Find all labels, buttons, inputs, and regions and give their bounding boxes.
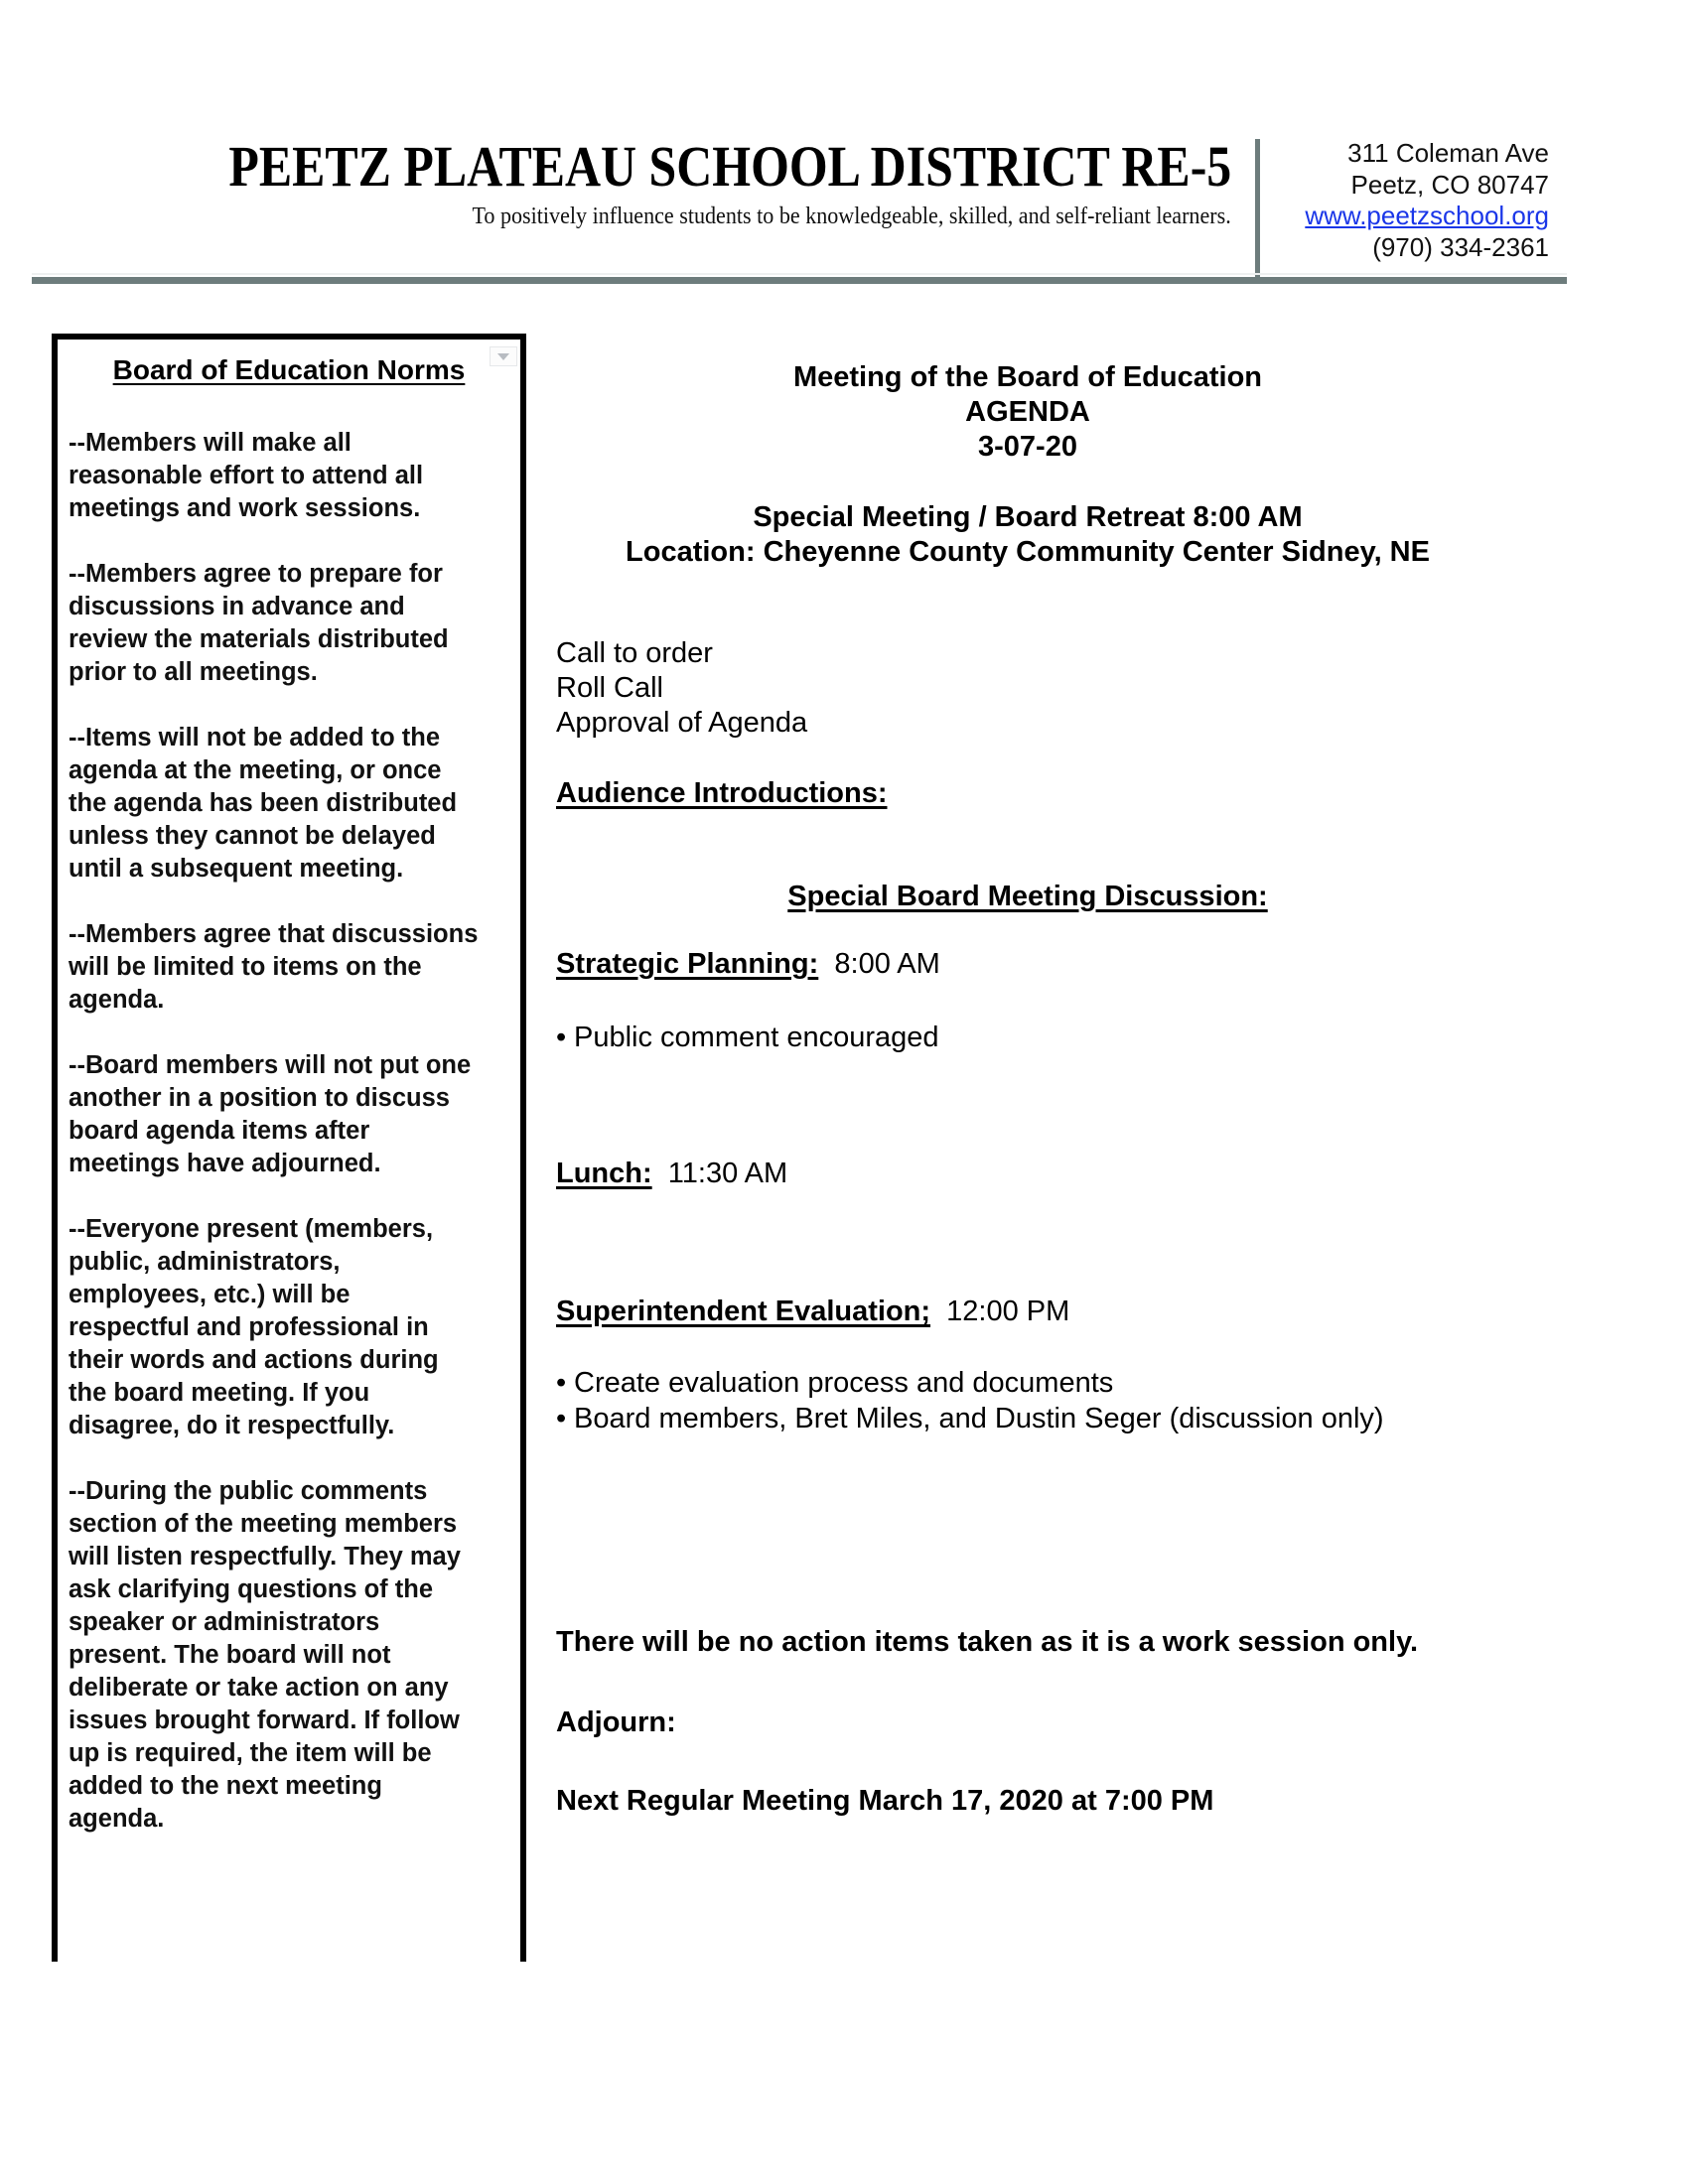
- lunch-time: 11:30 AM: [667, 1158, 788, 1189]
- norm-line: board agenda items after: [69, 1117, 370, 1145]
- norm-line: until a subsequent meeting.: [69, 855, 404, 883]
- agenda-title: AGENDA: [965, 396, 1090, 428]
- norm-item: [69, 722, 525, 886]
- norm-line: added to the next meeting: [69, 1772, 382, 1800]
- superintendent-evaluation-time: 12:00 PM: [946, 1296, 1070, 1327]
- norm-line: will listen respectfully. They may: [69, 1543, 461, 1570]
- norms-title: Board of Education Norms: [112, 354, 466, 385]
- website-link[interactable]: www.peetzschool.org: [1305, 201, 1549, 230]
- norm-line: the agenda has been distributed: [69, 789, 458, 817]
- district-tagline: To positively influence students to be knowledgeable, skilled, and self-reliant learners.: [472, 204, 1231, 229]
- norm-line: prior to all meetings.: [69, 658, 318, 686]
- no-action-note: There will be no action items taken as it is a work session only.: [556, 1626, 1419, 1658]
- header-rule-highlight: [32, 273, 1567, 275]
- norm-line: their words and actions during: [69, 1346, 439, 1374]
- norm-line: disagree, do it respectfully.: [69, 1412, 395, 1439]
- norm-line: meetings and work sessions.: [69, 494, 421, 522]
- norm-line: present. The board will not: [69, 1641, 391, 1669]
- contact-block: [1305, 138, 1549, 263]
- norm-line: ask clarifying questions of the: [69, 1575, 433, 1603]
- discussion-heading: Special Board Meeting Discussion:: [787, 881, 1268, 912]
- agenda-date: 3-07-20: [978, 431, 1077, 463]
- norm-item: [69, 1049, 525, 1180]
- norm-line: employees, etc.) will be: [69, 1281, 351, 1308]
- bullet-icon: •: [556, 1022, 567, 1053]
- norm-line: the board meeting. If you: [69, 1379, 370, 1407]
- norm-line: --During the public comments: [69, 1477, 428, 1505]
- bullet-icon: •: [556, 1367, 567, 1399]
- norm-line: public, administrators,: [69, 1248, 341, 1276]
- norm-line: reasonable effort to attend all: [69, 462, 424, 489]
- agenda-item-call-to-order: Call to order: [556, 637, 713, 669]
- bullet-item: [556, 1366, 1113, 1401]
- norm-line: issues brought forward. If follow: [69, 1706, 460, 1734]
- norm-line: respectful and professional in: [69, 1313, 429, 1341]
- bullet-icon: •: [556, 1403, 567, 1434]
- bullet-text: Public comment encouraged: [574, 1022, 939, 1053]
- next-meeting: Next Regular Meeting March 17, 2020 at 7:00 PM: [556, 1785, 1214, 1817]
- norm-line: --Items will not be added to the: [69, 724, 441, 751]
- norm-line: will be limited to items on the: [69, 953, 422, 981]
- norm-line: agenda at the meeting, or once: [69, 756, 442, 784]
- bullet-item: [556, 1402, 1384, 1436]
- norm-item: [69, 558, 525, 689]
- norm-line: review the materials distributed: [69, 625, 449, 653]
- norm-item: [69, 1475, 525, 1836]
- norm-line: --Members agree to prepare for: [69, 560, 443, 588]
- norms-list: [69, 427, 525, 1868]
- norm-item: [69, 1213, 525, 1442]
- audience-introductions-heading: Audience Introductions:: [556, 777, 888, 809]
- norm-line: unless they cannot be delayed: [69, 822, 436, 850]
- meeting-location: Location: Cheyenne County Community Center Sidney, NE: [626, 536, 1430, 568]
- strategic-planning-label: Strategic Planning:: [556, 948, 819, 980]
- norm-item: [69, 427, 525, 525]
- norm-item: [69, 918, 525, 1017]
- meeting-type: Special Meeting / Board Retreat 8:00 AM: [753, 501, 1303, 533]
- norm-line: agenda.: [69, 1805, 165, 1833]
- agenda-item-roll-call: Roll Call: [556, 672, 663, 704]
- norm-line: agenda.: [69, 986, 165, 1014]
- lunch-item: [556, 1157, 787, 1191]
- header-horizontal-rule: [32, 277, 1567, 284]
- district-name: PEETZ PLATEAU SCHOOL DISTRICT RE-5: [228, 134, 1231, 199]
- address-street: 311 Coleman Ave: [1347, 138, 1549, 168]
- bullet-item: [556, 1021, 939, 1055]
- norm-line: section of the meeting members: [69, 1510, 458, 1538]
- norm-line: --Members agree that discussions: [69, 920, 479, 948]
- superintendent-evaluation-label: Superintendent Evaluation;: [556, 1296, 931, 1327]
- strategic-planning-time: 8:00 AM: [834, 948, 940, 980]
- agenda-item-approval: Approval of Agenda: [556, 707, 808, 739]
- norm-line: up is required, the item will be: [69, 1739, 432, 1767]
- norm-line: deliberate or take action on any: [69, 1674, 449, 1702]
- norm-line: --Members will make all: [69, 429, 352, 457]
- superintendent-evaluation-item: [556, 1295, 1069, 1329]
- norm-line: another in a position to discuss: [69, 1084, 450, 1112]
- bullet-text: Create evaluation process and documents: [574, 1367, 1114, 1399]
- lunch-label: Lunch:: [556, 1158, 652, 1189]
- norm-line: --Everyone present (members,: [69, 1215, 434, 1243]
- strategic-planning-item: [556, 947, 940, 982]
- bullet-text: Board members, Bret Miles, and Dustin Seger (discussion only): [574, 1403, 1384, 1434]
- norm-line: discussions in advance and: [69, 593, 405, 620]
- agenda-heading: Meeting of the Board of Education: [792, 361, 1263, 393]
- norm-line: meetings have adjourned.: [69, 1150, 381, 1177]
- header-vertical-divider: [1255, 139, 1260, 284]
- address-city: Peetz, CO 80747: [1350, 169, 1549, 200]
- norm-line: --Board members will not put one: [69, 1051, 472, 1079]
- norm-line: speaker or administrators: [69, 1608, 380, 1636]
- phone-number: (970) 334-2361: [1372, 231, 1549, 262]
- adjourn-item: Adjourn:: [556, 1706, 676, 1738]
